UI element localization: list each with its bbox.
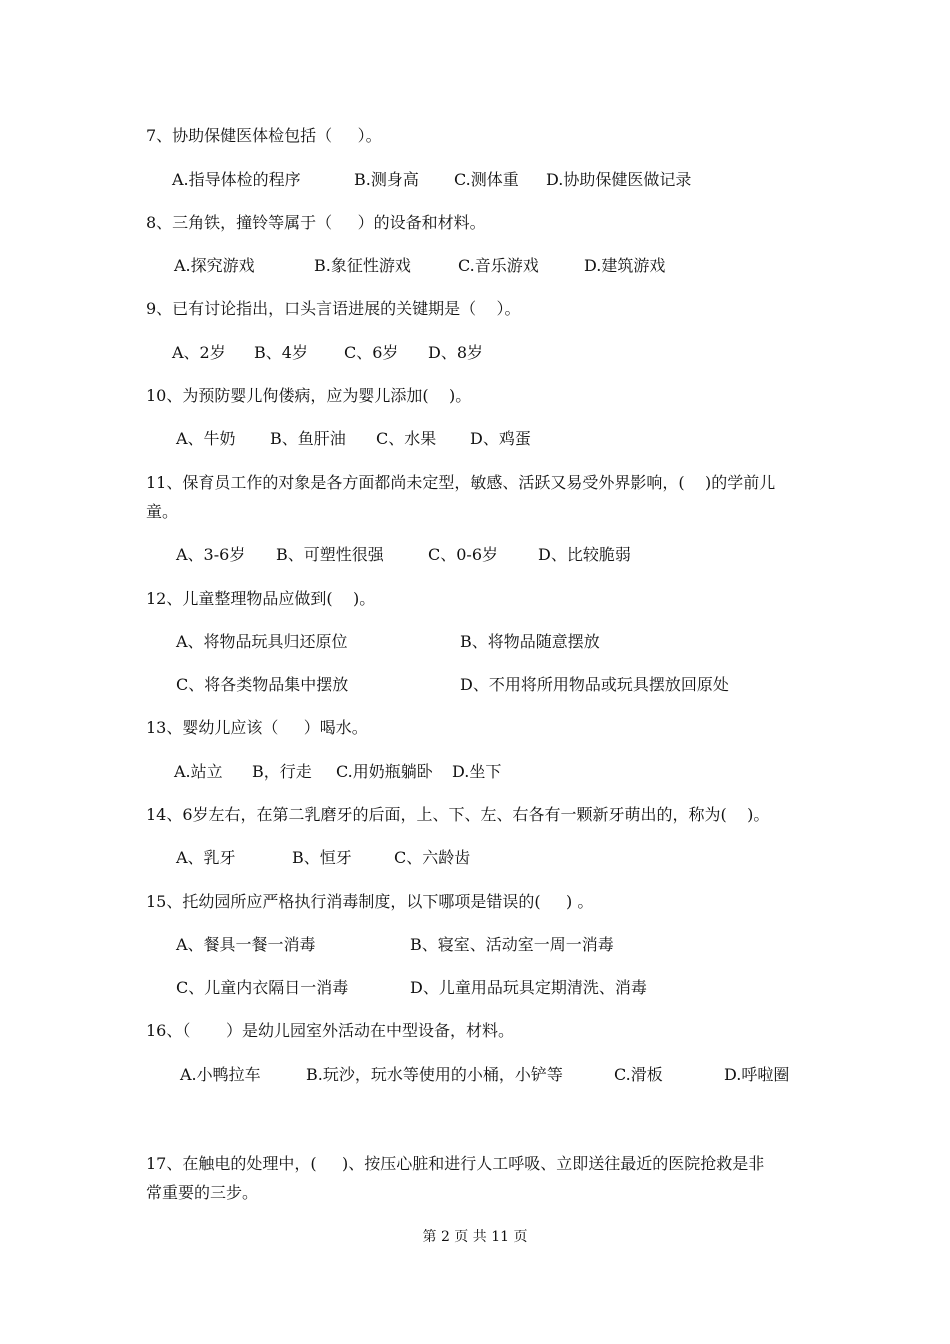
question-17-continued: 常重要的三步。: [146, 1183, 259, 1202]
question-16: 16、（ ）是幼儿园室外活动在中型设备，材料。: [146, 1021, 514, 1040]
option-a: A、3-6岁: [176, 545, 246, 564]
option-d: D、鸡蛋: [470, 429, 531, 448]
option-c: C.滑板: [614, 1065, 663, 1084]
option-c: C、水果: [376, 429, 437, 448]
option-c: C、6岁: [344, 343, 399, 362]
option-d: D、不用将所用物品或玩具摆放回原处: [460, 675, 729, 694]
option-a: A.指导体检的程序: [172, 170, 301, 189]
option-c: C.音乐游戏: [458, 256, 539, 275]
option-b: B、可塑性很强: [276, 545, 384, 564]
option-b: B.象征性游戏: [314, 256, 411, 275]
option-b: B，行走: [252, 762, 312, 781]
question-11-continued: 童。: [146, 502, 179, 521]
option-b: B、鱼肝油: [270, 429, 346, 448]
option-a: A.小鸭拉车: [180, 1065, 261, 1084]
question-17: 17、在触电的处理中，( )、按压心脏和进行人工呼吸、立即送往最近的医院抢救是非: [146, 1154, 765, 1173]
option-c: C、儿童内衣隔日一消毒: [176, 978, 349, 997]
question-11: 11、保育员工作的对象是各方面都尚未定型，敏感、活跃又易受外界影响，( )的学前儿: [146, 473, 776, 492]
option-c: C、六龄齿: [394, 848, 471, 867]
question-7: 7、协助保健医体检包括（ ）。: [146, 126, 382, 145]
option-b: B、恒牙: [292, 848, 352, 867]
option-a: A、乳牙: [176, 848, 236, 867]
option-c: C、0-6岁: [428, 545, 499, 564]
option-d: D、比较脆弱: [538, 545, 631, 564]
option-b: B.测身高: [354, 170, 419, 189]
option-d: D.协助保健医做记录: [546, 170, 692, 189]
option-d: D.建筑游戏: [584, 256, 666, 275]
question-9: 9、已有讨论指出，口头言语进展的关键期是（ ）。: [146, 299, 521, 318]
question-13: 13、婴幼儿应该（ ）喝水。: [146, 718, 368, 737]
option-a: A.站立: [174, 762, 223, 781]
option-b: B、寝室、活动室一周一消毒: [410, 935, 614, 954]
question-12: 12、儿童整理物品应做到( )。: [146, 589, 376, 608]
option-c: C、将各类物品集中摆放: [176, 675, 349, 694]
option-d: D.坐下: [452, 762, 502, 781]
option-a: A.探究游戏: [174, 256, 255, 275]
option-c: C.测体重: [454, 170, 519, 189]
option-a: A、餐具一餐一消毒: [176, 935, 316, 954]
option-d: D、儿童用品玩具定期清洗、消毒: [410, 978, 647, 997]
option-b: B、4岁: [254, 343, 308, 362]
option-a: A、牛奶: [176, 429, 236, 448]
page-footer: 第 2 页 共 11 页: [422, 1229, 528, 1245]
option-a: A、2岁: [172, 343, 226, 362]
option-d: D、8岁: [428, 343, 484, 362]
question-14: 14、6岁左右，在第二乳磨牙的后面，上、下、左、右各有一颗新牙萌出的，称为( )。: [146, 805, 770, 824]
option-d: D.呼啦圈: [724, 1065, 790, 1084]
question-10: 10、为预防婴儿佝偻病，应为婴儿添加( )。: [146, 386, 472, 405]
option-b: B.玩沙，玩水等使用的小桶，小铲等: [306, 1065, 563, 1084]
option-b: B、将物品随意摆放: [460, 632, 600, 651]
option-c: C.用奶瓶躺卧: [336, 762, 433, 781]
option-a: A、将物品玩具归还原位: [176, 632, 348, 651]
question-8: 8、三角铁，撞铃等属于（ ）的设备和材料。: [146, 213, 486, 232]
question-15: 15、托幼园所应严格执行消毒制度，以下哪项是错误的( ) 。: [146, 892, 594, 911]
